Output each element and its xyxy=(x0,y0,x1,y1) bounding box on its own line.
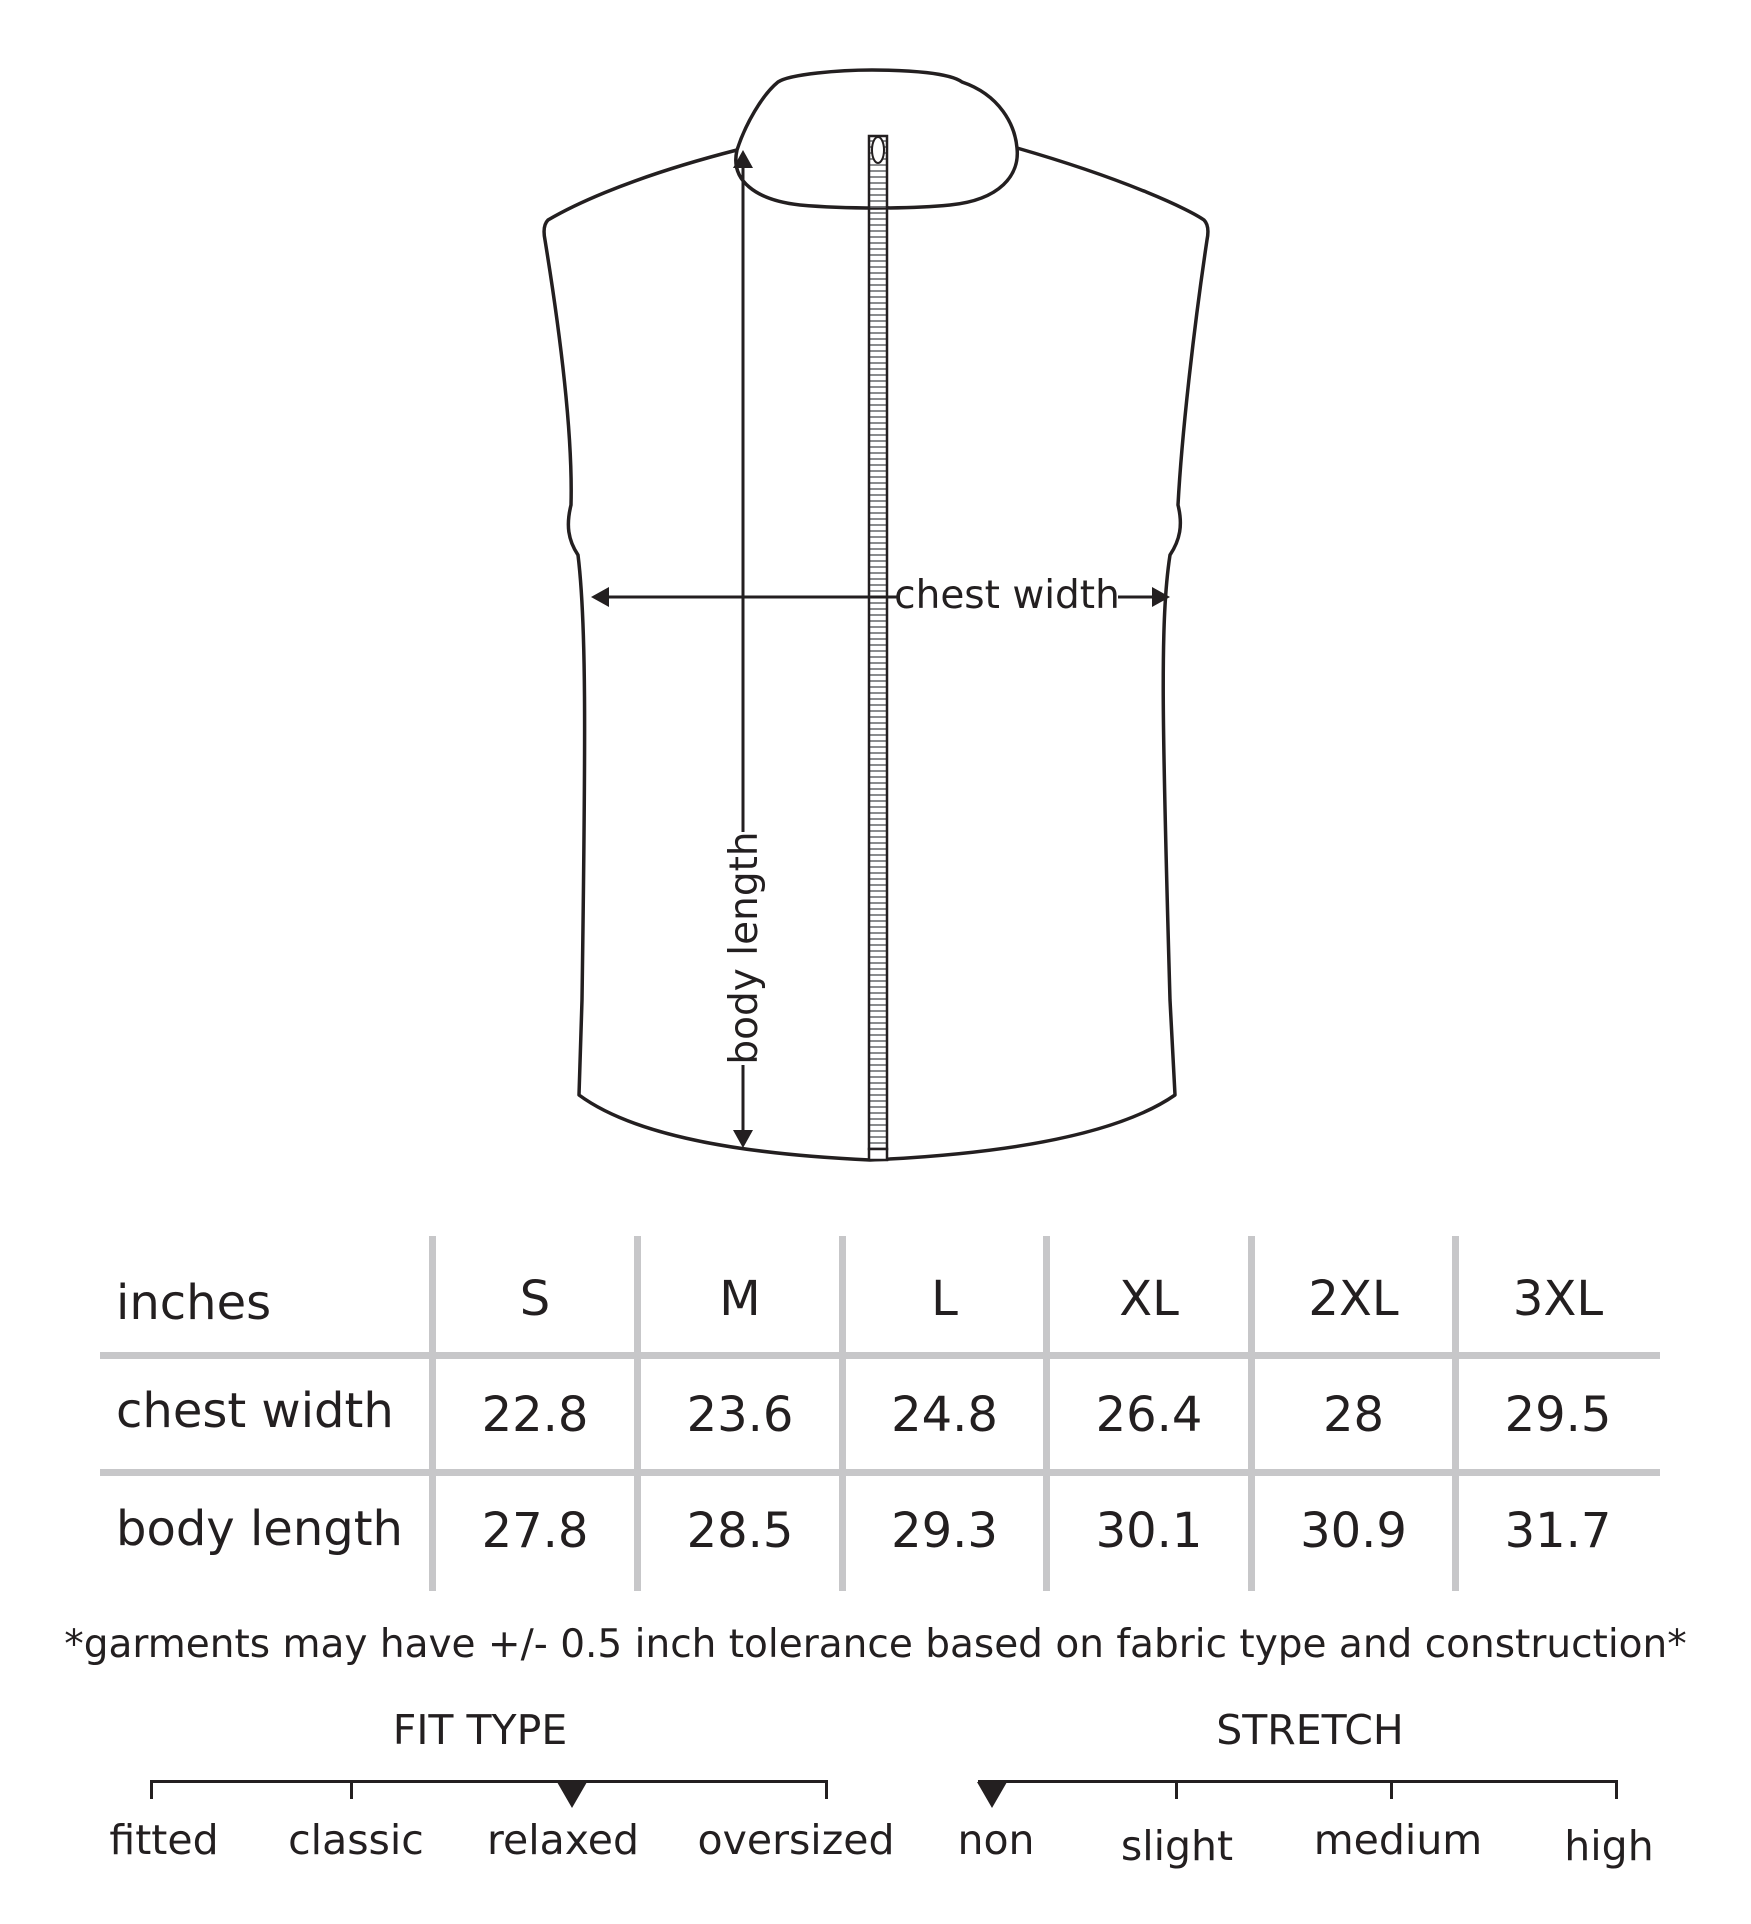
row-label-chest-width: chest width xyxy=(116,1383,394,1439)
table-divider xyxy=(1452,1236,1459,1591)
body-length-label: body length xyxy=(722,831,767,1065)
size-header: XL xyxy=(1119,1271,1179,1327)
table-cell: 28.5 xyxy=(686,1503,794,1559)
fit-type-tick xyxy=(825,1780,828,1799)
stretch-title: STRETCH xyxy=(1216,1706,1404,1754)
size-header: L xyxy=(931,1271,958,1327)
fit-option: relaxed xyxy=(487,1816,639,1864)
table-rule xyxy=(100,1469,1660,1476)
stretch-option: medium xyxy=(1313,1816,1483,1864)
fit-type-title: FIT TYPE xyxy=(392,1706,568,1754)
fit-type-tick xyxy=(350,1780,353,1799)
size-header: 3XL xyxy=(1512,1271,1604,1327)
tolerance-note: *garments may have +/- 0.5 inch tolerance based on fabric type and construction* xyxy=(64,1622,1687,1667)
body-length-dimension xyxy=(722,150,767,1148)
unit-label: inches xyxy=(116,1275,272,1331)
table-divider xyxy=(634,1236,641,1591)
table-divider xyxy=(1248,1236,1255,1591)
table-divider xyxy=(1043,1236,1050,1591)
table-cell: 28 xyxy=(1322,1387,1385,1443)
table-cell: 27.8 xyxy=(481,1503,589,1559)
stretch-option: slight xyxy=(1120,1822,1234,1870)
table-cell: 29.5 xyxy=(1504,1387,1612,1443)
table-rule xyxy=(100,1352,1660,1359)
table-cell: 23.6 xyxy=(686,1387,794,1443)
chest-width-label: chest width xyxy=(894,573,1120,618)
fit-type-tick xyxy=(150,1780,153,1799)
zipper-pull xyxy=(872,137,884,163)
table-divider xyxy=(429,1236,436,1591)
table-cell: 30.9 xyxy=(1300,1503,1407,1559)
table-cell: 29.3 xyxy=(891,1503,998,1559)
table-cell: 26.4 xyxy=(1095,1387,1203,1443)
table-divider xyxy=(839,1236,846,1591)
stretch-scale xyxy=(978,1780,1618,1783)
fit-option: oversized xyxy=(697,1816,895,1864)
zipper xyxy=(869,136,887,1160)
size-header: 2XL xyxy=(1308,1271,1399,1327)
fit-type-marker-icon xyxy=(557,1782,587,1808)
fit-option: fitted xyxy=(109,1816,219,1864)
row-label-body-length: body length xyxy=(116,1501,403,1557)
size-header: M xyxy=(719,1271,761,1327)
table-cell: 22.8 xyxy=(481,1387,589,1443)
stretch-marker-icon xyxy=(977,1782,1007,1808)
stretch-option: non xyxy=(957,1816,1035,1864)
stretch-tick xyxy=(1615,1780,1618,1799)
stretch-option: high xyxy=(1564,1822,1654,1870)
fit-type-scale xyxy=(150,1780,828,1783)
table-cell: 30.1 xyxy=(1095,1503,1203,1559)
size-header: S xyxy=(519,1271,551,1327)
stretch-tick xyxy=(1390,1780,1393,1799)
stretch-tick xyxy=(1175,1780,1178,1799)
table-cell: 24.8 xyxy=(891,1387,998,1443)
fit-option: classic xyxy=(288,1816,424,1864)
table-cell: 31.7 xyxy=(1504,1503,1612,1559)
